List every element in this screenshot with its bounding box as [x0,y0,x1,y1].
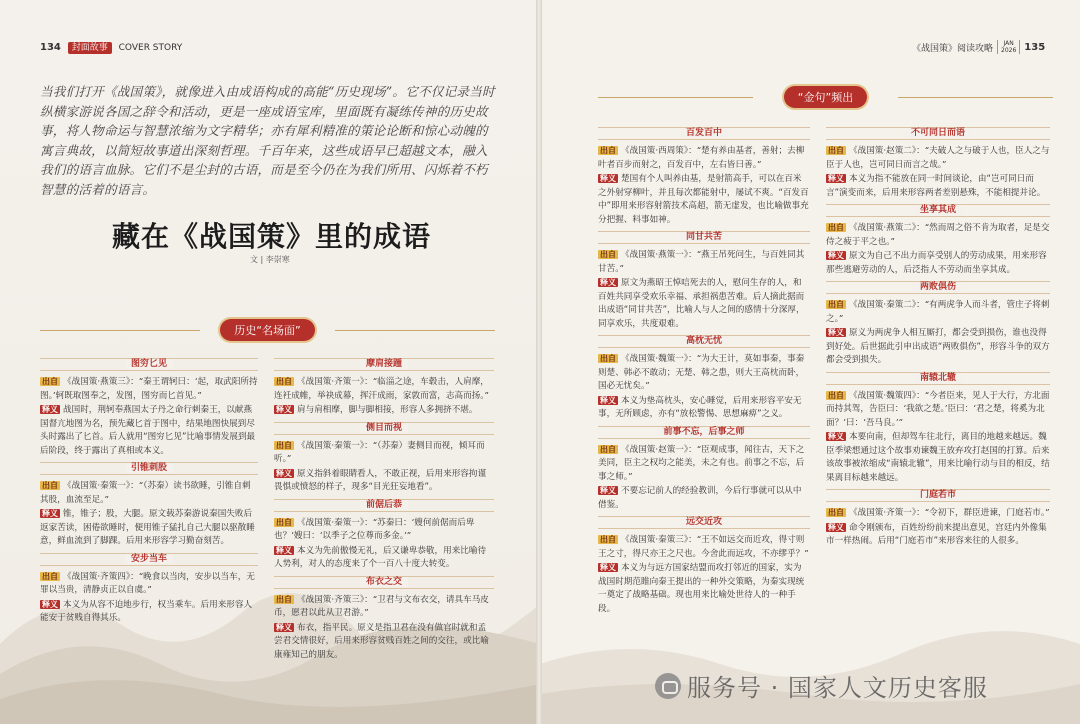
idiom-meaning [40,507,258,549]
meaning-label: 释义 [276,622,292,632]
issue-month: JAN [1003,40,1014,47]
left-page-number: 134 [40,42,61,53]
idiom-heading [598,516,810,529]
meaning-label: 释义 [42,405,58,414]
idiom-title: 远交近攻 [680,517,728,527]
idiom-heading [40,358,258,371]
idiom-title: 布衣之交 [360,577,408,587]
idiom-meaning [598,172,810,227]
idiom-entry [598,127,810,227]
idiom-source [274,375,494,403]
idiom-heading [274,576,494,589]
idiom-title: 图穷匕见 [125,359,173,369]
meaning-text: 本义为垫高枕头，安心睡觉，后用来形容平安无事，无所顾虑，亦有“放松警惕、思想麻痹”之义。 [598,395,802,419]
meaning-label: 释义 [828,174,844,183]
meaning-text: 战国时，荆轲奉燕国太子丹之命行刺秦王，以献燕国督亢地图为名，预先藏匕首于图中，结果地图快展到尽头时露出了匕首。后人就用“图穷匕见”比喻事情发展到最后阶段，终于露出了真相或本义。 [40,405,256,456]
idiom-heading [598,335,810,348]
source-text: 《战国策·齐策一》：“临淄之途，车毂击，人肩摩，连衽成帷，举袂成幕，挥汗成雨，家敦而富，志高而扬。” [274,377,489,401]
idiom-title: 侧目而视 [360,423,408,433]
source-text: 《战国策·齐策一》：“令初下，群臣进谏，门庭若市。” [849,508,1050,518]
source-label: 出自 [276,440,292,450]
idiom-entry [40,358,258,458]
source-text: 《战国策·秦策三》：“王不如远交而近攻，得寸则王之寸，得尺亦王之尺也。今舍此而远攻，不亦缪乎？” [598,535,809,559]
source-label: 出自 [42,571,58,581]
idiom-title: 门庭若市 [914,490,962,500]
idiom-source [598,144,810,172]
idiom-title: 高枕无忧 [680,336,728,346]
meaning-text: 原义指斜着眼睛看人，不敢正视，后用来形容拘谨畏惧或愤怒的样子，现多“目光狂妄地看”。 [274,468,487,492]
source-label: 出自 [42,481,58,490]
idiom-source [40,375,258,403]
idiom-heading [274,499,494,512]
meaning-text: 原文为燕昭王悼唁死去的人，慰问生存的人，和百姓共同享受欢乐幸福、承担祸患苦难。后人摘此据而出成语“同甘共苦”，比喻人与人之间的感情十分深厚，同享欢乐，共度艰难。 [598,278,805,329]
section-title-left: 历史“名场面” [220,319,314,341]
source-label: 出自 [600,146,616,155]
idiom-source [274,593,494,621]
idiom-meaning [826,430,1050,485]
source-label: 出自 [600,250,616,259]
meaning-label: 释义 [600,278,616,287]
idiom-meaning [598,561,810,616]
idiom-source [40,479,258,507]
column-4 [826,123,1050,553]
idiom-entry [598,426,810,513]
idiom-heading [826,372,1050,385]
meaning-label: 释义 [828,328,844,337]
idiom-title: 同甘共苦 [680,232,728,242]
source-text: 《战国策·秦策二》：“有两虎争人而斗者，管庄子将刺之。” [826,300,1050,324]
cover-story-tag: 封面故事 [68,42,112,54]
article-title: 藏在《战国策》里的成语 [112,220,432,253]
source-text: 《战国策·赵策二》：“夫破人之与破于人也，臣人之与臣于人也，岂可同日而言之哉。” [826,146,1050,170]
source-label: 出自 [600,354,616,363]
idiom-meaning [40,403,258,458]
source-label: 出自 [828,223,844,232]
divider [335,330,495,331]
idiom-entry [40,553,258,626]
source-text: 《战国策·秦策一》：“苏秦曰：‘嫂何前倨而后卑也？’嫂曰：‘以季子之位尊而多金。’” [274,517,475,541]
meaning-text: 本要向南，但却驾车往北行，离目的地越来越远。魏臣季梁想通过这个故事劝谏魏王放弃攻打赵国的打算。后来该故事被浓缩成“南辕北辙”，用来比喻行动与目的相反，结果离目标越来越远。 [826,432,1050,483]
source-text: 《战国策·赵策一》：“臣观成事，闻往古，天下之美同，臣主之权均之能美，未之有也。前事之不忘，后事之师。” [598,444,805,482]
idiom-meaning [274,467,494,495]
meaning-text: 原义为两虎争人相互厮打，都会受到损伤，谁也没得到好处。后世据此引申出成语“两败俱伤”，形容斗争的双方都会受到损失。 [826,328,1050,365]
idiom-source [598,248,810,276]
meaning-label: 释义 [600,563,616,572]
source-text: 《战国策·魏策四》：“今者臣来，见人于大行，方北面而持其驾，告臣曰：‘我欲之楚。’臣曰：‘君之楚，将奚为北面？’曰：‘吾马良。’” [826,390,1050,428]
meaning-label: 释义 [276,468,292,478]
source-label: 出自 [42,377,58,386]
idiom-heading [598,231,810,244]
magazine-name: 《战国策》阅读攻略 [912,43,994,54]
meaning-text: 楚国有个人叫养由基，是射箭高手，可以在百米之外射穿柳叶，并且每次都能射中，屡试不爽。“百发百中”即用来形容射箭技术高超，箭无虚发，也比喻做事充分把握、料事如神。 [598,174,809,225]
source-text: 《战国策·齐策四》：“晚食以当肉，安步以当车，无罪以当贵，清静贞正以自虞。” [40,571,255,595]
idiom-entry [826,204,1050,277]
idiom-meaning [826,249,1050,277]
idiom-title: 引锥刺股 [125,463,173,473]
idiom-heading [598,426,810,439]
idiom-meaning [826,326,1050,368]
meaning-text: 本义为从容不迫地步行，权当乘车。后用来形容人能安于贫贱自得其乐。 [40,599,253,623]
idiom-meaning [274,544,494,572]
source-text: 《战国策·燕策三》：“秦王谓轲曰：‘起，取武阳所持图。’轲既取图奉之，发图，图穷而匕首见。” [40,377,258,401]
idiom-source [598,443,810,485]
idiom-source [274,516,494,544]
meaning-label: 释义 [42,509,58,518]
source-label: 出自 [600,444,616,454]
meaning-text: 本义为先前傲慢无礼，后又谦卑恭敬，用来比喻待人势利，对人的态度来了个一百八十度大转变。 [274,545,487,569]
section-header-right [598,86,1053,108]
idiom-entry [826,372,1050,486]
right-page-number: 135 [1024,41,1046,53]
idiom-meaning [598,394,810,422]
idiom-entry [598,335,810,422]
idiom-meaning [826,521,1050,549]
idiom-source [826,298,1050,326]
source-text: 《战国策·秦策一》：“（苏秦）读书欲睡，引锥自刺其股，血流至足。” [40,481,251,505]
idiom-source [826,389,1050,431]
meaning-text: 本义为指不能放在同一时间谈论，由“岂可同日而言”演变而来，后用来形容两者差别悬殊，不能相提并论。 [826,174,1046,198]
idiom-source [598,533,810,561]
meaning-text: 本义为与远方国家结盟而攻打邻近的国家，实为战国时期范睢向秦王提出的一种外交策略，为秦实现统一奠定了战略基础。现也用来比喻处世待人的一种手段。 [598,563,805,614]
divider [898,97,1053,98]
idiom-heading [826,489,1050,502]
idiom-meaning [274,403,494,418]
idiom-entry [40,462,258,549]
meaning-text: 肩与肩相摩，脚与脚相接，形容人多拥挤不堪。 [297,405,478,415]
idiom-title: 前倨后恭 [360,500,408,510]
idiom-entry [274,499,494,572]
source-text: 《战国策·齐策三》：“卫君与文布衣交，请具车马皮币，愿君以此从卫君游。” [274,594,489,618]
idiom-entry [274,422,494,495]
idiom-heading [826,204,1050,217]
idiom-heading [598,127,810,140]
intro-paragraph: 当我们打开《战国策》，就像进入由成语构成的高能“历史现场”。它不仅记录当时纵横家游说各国之辞令和活动，更是一座成语宝库，里面既有凝练传神的历史故事，将人物命运与智慧浓缩为文字精华；亦有犀利精准的策论论断和惊心动魄的寓言典故，以简短故事道出深刻哲理。千百年来，这些成语早已超越文本，融入我们的语言血脉。它们不是尘封的古语，而是至今仍在为我们所用、闪烁着不朽智慧的活着的语言。 [40,84,495,197]
source-label: 出自 [828,146,844,155]
idiom-source [826,144,1050,172]
idiom-heading [826,281,1050,294]
idiom-title: 坐享其成 [914,205,962,215]
idiom-source [274,439,494,467]
idiom-title: 前事不忘，后事之师 [657,427,750,437]
watermark [655,668,988,703]
meaning-text: 命令刚颁布，百姓纷纷前来提出意见，宫廷内外像集市一样热闹。后用“门庭若市”来形容来往的人很多。 [826,522,1047,546]
right-page-header [912,40,1045,54]
chat-icon [655,673,681,699]
meaning-label: 释义 [828,251,844,260]
idiom-source [598,352,810,394]
source-text: 《战国策·燕策二》：“然而周之俗不肯为取者，足是交侍之疲于平之也。” [826,223,1050,247]
idiom-meaning [598,276,810,331]
source-label: 出自 [828,508,844,517]
meaning-label: 释义 [600,486,616,495]
column-3 [598,123,810,620]
idiom-source [40,570,258,598]
idiom-meaning [826,172,1050,200]
watermark-text: 服务号 · 国家人文历史客服 [687,674,988,702]
section-header-left [40,319,495,341]
source-label: 出自 [600,535,616,544]
idiom-title: 安步当车 [125,554,173,564]
meaning-label: 释义 [600,174,616,183]
source-label: 出自 [276,594,292,604]
meaning-label: 释义 [828,522,844,532]
left-page-header [40,40,182,53]
source-label: 出自 [828,300,844,309]
meaning-label: 释义 [42,599,58,609]
meaning-label: 释义 [828,432,844,441]
idiom-entry [598,231,810,331]
idiom-title: 百发百中 [680,128,728,138]
idiom-meaning [598,484,810,512]
meaning-label: 释义 [276,545,292,555]
idiom-entry [274,358,494,418]
issue-date [997,40,1020,54]
source-text: 《战国策·西周策》：“楚有养由基者，善射；去柳叶者百步而射之，百发百中，左右皆曰善。” [598,146,805,170]
idiom-meaning [274,621,494,663]
meaning-text: 不要忘记前人的经验教训，今后行事就可以从中借鉴。 [598,486,802,510]
idiom-title: 两败俱伤 [914,282,962,292]
idiom-entry [826,127,1050,200]
idiom-title: 摩肩接踵 [360,359,408,369]
meaning-label: 释义 [600,395,616,405]
meaning-text: 布衣，指平民。原义是指卫君在没有做官时就和孟尝君交情很好，后用来形容贫贱百姓之间的交往，或比喻康雍知己的朋友。 [274,622,489,660]
column-1 [40,354,258,630]
source-label: 出自 [276,517,292,527]
idiom-entry [274,576,494,663]
meaning-label: 释义 [276,405,292,414]
idiom-heading [40,462,258,475]
idiom-meaning [40,598,258,626]
idiom-heading [274,358,494,371]
divider [40,330,200,331]
idiom-heading [40,553,258,566]
column-2 [274,354,494,666]
idiom-heading [826,127,1050,140]
byline: 文 | 李崇寒 [250,255,290,264]
idiom-title: 不可同日而语 [905,128,971,138]
idiom-entry [598,516,810,616]
idiom-source [826,221,1050,249]
page-gutter [536,0,542,724]
cover-story-label: COVER STORY [118,43,183,53]
idiom-source [826,506,1050,521]
idiom-title: 南辕北辙 [914,373,962,383]
section-title-right: “金句”频出 [784,86,867,108]
source-text: 《战国策·秦策一》：“（苏秦）妻侧目而视，倾耳而听。” [274,440,485,464]
idiom-heading [274,422,494,435]
idiom-entry [826,489,1050,549]
idiom-entry [826,281,1050,368]
source-label: 出自 [828,390,844,400]
source-text: 《战国策·燕策一》：“燕王吊死问生，与百姓同其甘苦。” [598,250,805,274]
source-text: 《战国策·魏策一》：“为大王计，莫如事秦，事秦则楚、韩必不敢动；无楚、韩之患，则大王高枕而卧，国必无忧矣。” [598,354,805,391]
issue-year: 2026 [1001,47,1017,54]
meaning-text: 原文为自己不出力而享受别人的劳动成果，用来形容那些逃避劳动的人，后泛指人不劳动而坐享其成。 [826,251,1047,275]
source-label: 出自 [276,377,292,386]
divider [598,97,753,98]
meaning-text: 锥，锥子；股，大腿。原文载苏秦游说秦国失败后返家苦读，困倦欲睡时，便用锥子猛扎自己大腿以驱散睡意，鲜血流到了脚踝。后用来形容学习勤奋刻苦。 [40,509,255,546]
